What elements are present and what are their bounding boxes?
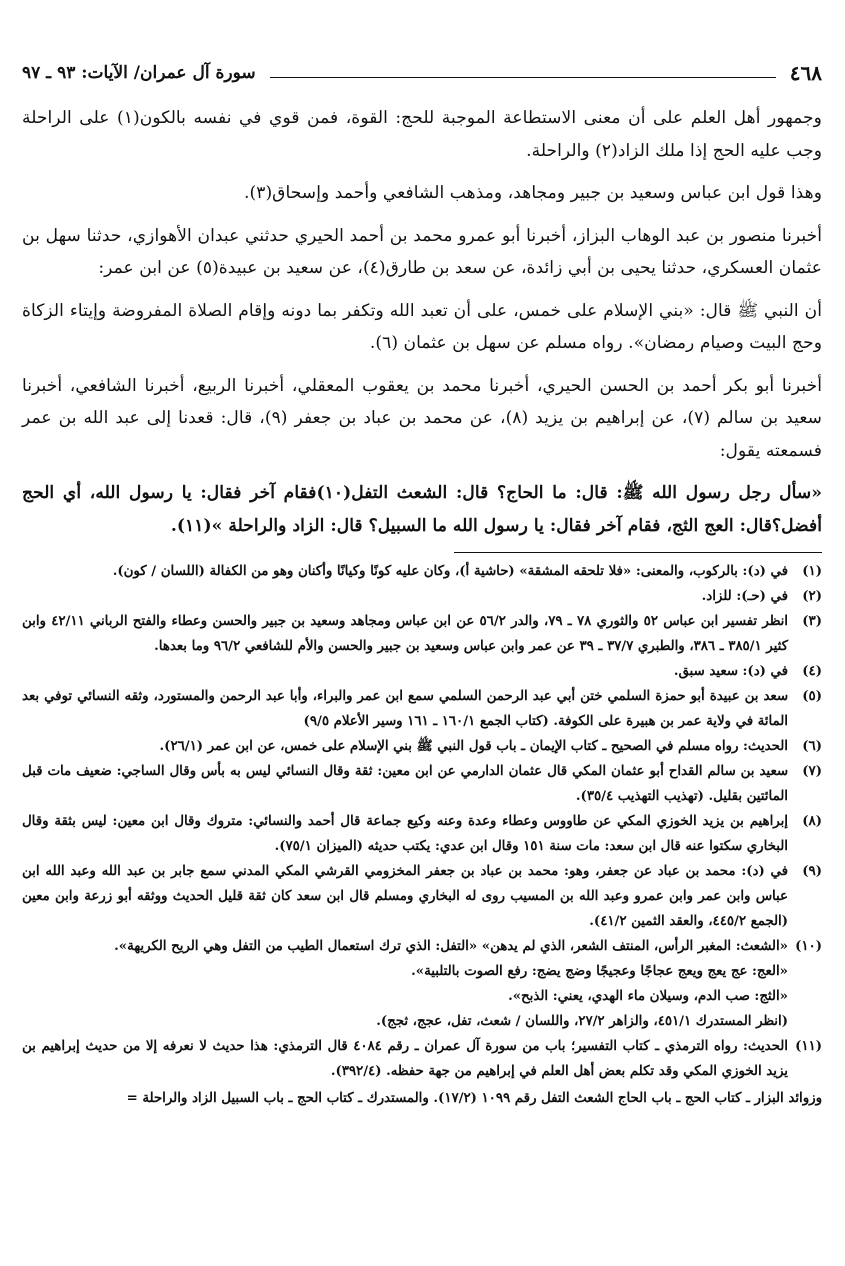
footnote-number: (٤) — [802, 664, 822, 679]
footnote-number: (٢) — [802, 589, 822, 604]
footnote-subline: «الثج: صب الدم، وسيلان ماء الهدي، يعني: الذبح». — [508, 989, 788, 1004]
book-page — [22, 58, 822, 1111]
isnad-paragraph: أخبرنا أبو بكر أحمد بن الحسن الحيري، أخبرنا محمد بن يعقوب المعقلي، أخبرنا الربيع، أخبرنا الشافعي، أخبرنا سعيد بن سالم (٧)، عن إبراهيم بن يزيد (٨)، عن محمد بن عباد بن جعفر (٩)، قال: قعدنا إلى عبد الله بن عمر فسمعته يقول: — [22, 375, 823, 461]
running-header — [22, 58, 822, 88]
footnote-number: (٩) — [802, 864, 822, 879]
isnad-paragraph: أخبرنا منصور بن عبد الوهاب البزاز، أخبرنا أبو عمرو محمد بن أحمد الحيري حدثني عبدان الأهوازي، حدثنا سهل بن عثمان العسكري، حدثنا يحيى بن أبي زائدة، عن سعد بن طارق(٤)، عن سعيد بن عبيدة(٥) عن ابن عمر: — [22, 225, 822, 278]
footnote-text: سعد بن عبيدة أبو حمزة السلمي ختن أبي عبد الرحمن السلمي سمع ابن عمر والبراء، وأبا عبد الرحمن والمستورد، وثقه النسائي توفي بعد المائة في ولاية عمر بن هبيرة على الكوفة. (كتاب الجمع ١٦٠/١ ـ ١٦١ وسير الأعلام ٩/٥) — [22, 689, 788, 729]
footnote-number: (١) — [802, 564, 822, 579]
footnote-text: إبراهيم بن يزيد الخوزي المكي عن طاووس وعطاء وعدة وعنه وكيع جماعة قال أحمد والنسائي: متروك وقال ابن معين: ليس بثقة وقال البخاري سكتوا عنه قال ابن سعد: مات سنة ١٥١ وقال ابن عدي: يكتب حديثه (الميزان ٧٥/١). — [22, 814, 788, 854]
footnote-subline: (انظر المستدرك ٤٥١/١، والزاهر ٢٧/٢، واللسان / شعث، تفل، عجج، ثجج). — [376, 1014, 788, 1029]
footnote — [22, 609, 822, 659]
footnote-number: (٨) — [802, 814, 822, 829]
footnote-text: في (د): محمد بن عباد عن جعفر، وهو: محمد بن عباد بن جعفر المخزومي القرشي المكي المدني سمع جابر بن عبد الله وعبد الله ابن عباس وابن عمر وابن عمرو وعبد الله بن المسيب روى له البخاري ومسلم قال ابن سعد كان ثقة قليل الحديث ووثقه أبو زرعة وابن معين (الجمع ٤٤٥/٢، والعقد الثمين ٤١/٢). — [22, 864, 788, 929]
main-text — [22, 102, 822, 542]
paragraph: وهذا قول ابن عباس وسعيد بن جبير ومجاهد، ومذهب الشافعي وأحمد وإسحاق(٣). — [244, 183, 822, 203]
running-title: سورة آل عمران/ الآيات: ٩٣ ـ ٩٧ — [22, 63, 256, 83]
footnote — [22, 859, 822, 934]
footnote — [22, 809, 822, 859]
footnote — [22, 659, 822, 684]
footnotes — [22, 559, 822, 1111]
footnote — [22, 934, 822, 959]
header-rule — [270, 77, 776, 78]
footnote-number: (٥) — [802, 689, 822, 704]
paragraph: وجمهور أهل العلم على أن معنى الاستطاعة الموجبة للحج: القوة، فمن قوي في نفسه بالكون(١) على الراحلة وجب عليه الحج إذا ملك الزاد(٢) والراحلة. — [22, 108, 822, 161]
footnote-text: في (د): سعيد سبق. — [673, 664, 788, 679]
footnote — [22, 559, 822, 584]
footnote-number: (١٠) — [795, 939, 822, 954]
footnote-number: (١١) — [795, 1039, 822, 1054]
footnote — [22, 1034, 822, 1084]
footnote-separator — [454, 552, 822, 553]
hadith-paragraph: أن النبي ﷺ قال: «بني الإسلام على خمس، على أن تعبد الله وتكفر بما دونه وإقام الصلاة المفروضة وإيتاء الزكاة وحج البيت وصيام رمضان». رواه مسلم عن سهل بن عثمان (٦). — [22, 300, 822, 353]
footnote — [22, 759, 822, 809]
footnote-text: سعيد بن سالم القداح أبو عثمان المكي قال عثمان الدارمي عن ابن معين: ثقة وقال النسائي ليس به بأس وقال الساجي: ضعيف مات قبل المائتين بقليل. (تهذيب التهذيب ٣٥/٤). — [22, 764, 788, 804]
footnote-text: «الشعث: المغبر الرأس، المنتف الشعر، الذي لم يدهن» «التفل: الذي ترك استعمال الطيب من التفل وهي الريح الكريهة». — [114, 939, 788, 954]
footnote-text: الحديث: رواه الترمذي ـ كتاب التفسير؛ باب من سورة آل عمران ـ رقم ٤٠٨٤ قال الترمذي: هذا حديث لا نعرفه إلا من حديث إبراهيم بن يزيد الخوزي المكي وقد تكلم بعض أهل العلم في إبراهيم من جهة حفظه. (٣٩٢/٤). — [22, 1039, 788, 1079]
footnote-continuation: وزوائد البزار ـ كتاب الحج ـ باب الحاج الشعث التفل رقم ١٠٩٩ (١٧/٢). والمستدرك ـ كتاب الحج ـ باب السبيل الزاد والراحلة = — [126, 1091, 822, 1106]
hadith-paragraph: «سأل رجل رسول الله ﷺ: قال: ما الحاج؟ قال: الشعث التفل(١٠)فقام آخر فقال: يا رسول الله، أي الحج أفضل؟قال: العج الثج، فقام آخر فقال: يا رسول الله ما السبيل؟ قال: الزاد والراحلة »(١١). — [22, 483, 823, 536]
footnote-text: انظر تفسير ابن عباس ٥٢ والثوري ٧٨ ـ ٧٩، والدر ٥٦/٢ عن ابن عباس ومجاهد وسعيد بن جبير والحسن وعطاء والفتح الرباني ٤٢/١١ وابن كثير ٣٨٥/١ ـ ٣٨٦، والطبري ٣٧/٧ ـ ٣٩ عن عمر وابن عباس وسعيد بن جبير والحسن والأم للشافعي ٩٦/٢ وما بعدها. — [22, 614, 789, 654]
footnote — [22, 734, 822, 759]
footnote-subline: «العج: عج يعج ويعج عجاجًا وعجيجًا وضج يضج: رفع الصوت بالتلبية». — [411, 964, 788, 979]
footnote-text: في (د): بالركوب، والمعنى: «فلا تلحقه المشقة» (حاشية أ)، وكان عليه كونًا وكيانًا وأكنان وهو من الكفالة (اللسان / كون). — [112, 564, 788, 579]
page-number: ٤٦٨ — [789, 61, 822, 85]
footnote-number: (٣) — [802, 614, 822, 629]
footnote-text: الحديث: رواه مسلم في الصحيح ـ كتاب الإيمان ـ باب قول النبي ﷺ بني الإسلام على خمس، عن ابن عمر (٢٦/١). — [159, 739, 788, 754]
footnote — [22, 584, 822, 609]
footnote — [22, 684, 822, 734]
footnote-number: (٦) — [802, 739, 822, 754]
footnote-text: في (حـ): للزاد. — [701, 589, 788, 604]
footnote-number: (٧) — [802, 764, 822, 779]
